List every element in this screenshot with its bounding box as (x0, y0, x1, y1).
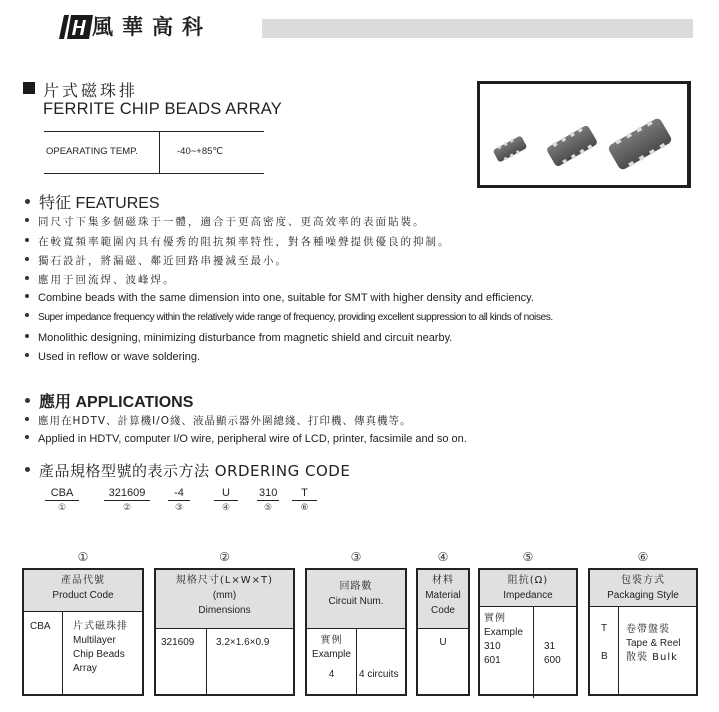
code-text: -4 (168, 487, 190, 501)
box-number: ⑤ (522, 550, 534, 564)
feature-text: 在較寬頻率範圍內具有優秀的阻抗頻率特性，對各種噪聲提供優良的抑制。 (38, 236, 451, 248)
desc-2: 散裝 Bulk (626, 652, 678, 663)
operating-temp-table (44, 131, 264, 174)
chip-small (492, 134, 528, 163)
bullet-icon (25, 467, 30, 472)
code-1: 310 (484, 641, 501, 652)
feature-text: 應用于回流焊、波峰焊。 (38, 274, 176, 286)
operating-temp-value: -40~+85℃ (177, 146, 224, 157)
application-text: 應用在HDTV、計算機I/O綫、液晶顯示器外圍總綫、打印機、傳真機等。 (38, 415, 412, 427)
header-zh: 阻抗(Ω) (507, 575, 549, 586)
desc-1-zh: 卷帶盤裝 (626, 624, 670, 635)
code-number: ⑤ (263, 503, 273, 513)
code-number: ④ (221, 503, 231, 513)
code-segment (214, 487, 238, 513)
operating-temp-label: OPEARATING TEMP. (46, 146, 138, 157)
chip-beads-array-photo (480, 84, 687, 185)
desc-en-1: Multilayer (73, 635, 116, 646)
header-zh: 材料 (432, 575, 454, 586)
value-2: 600 (544, 655, 561, 666)
feature-text: 同尺寸下集多個磁珠于一體，適合于更高密度、更高效率的表面貼裝。 (38, 216, 426, 228)
feature-item (25, 234, 451, 249)
bullet-icon (25, 238, 29, 242)
brand-name: 風華高科 (92, 15, 212, 39)
bullet-icon (25, 435, 29, 439)
bullet-icon (25, 199, 30, 204)
impedance-box (478, 568, 578, 696)
example-zh: 實例 (320, 635, 343, 646)
box-header (590, 570, 696, 607)
dimension-value: 3.2×1.6×0.9 (216, 637, 270, 648)
feature-item (25, 272, 176, 287)
code-value: U (439, 637, 447, 648)
feature-text: Monolithic designing, minimizing disturbance from magnetic shield and circuit nearby. (38, 332, 453, 344)
feature-text: 獨石設計，將漏磁、鄰近回路串擾減至最小。 (38, 255, 288, 267)
circuit-value: 4 circuits (359, 669, 399, 680)
box-number: ③ (350, 550, 362, 564)
desc-en-3: Array (73, 663, 97, 674)
code-value: CBA (30, 621, 51, 632)
bullet-icon (25, 353, 29, 357)
box-number: ① (77, 550, 89, 564)
box-header (307, 570, 405, 629)
divider (618, 607, 619, 694)
header-en: Packaging Style (607, 590, 679, 601)
example-cell (307, 634, 356, 682)
application-text: Applied in HDTV, computer I/O wire, peripheral wire of LCD, printer, facsimile and so on. (38, 433, 467, 445)
code-1: T (601, 623, 608, 634)
example-cell (484, 612, 523, 668)
packaging-box (588, 568, 698, 696)
circuit-num-box (305, 568, 407, 696)
code-segment (257, 487, 279, 513)
header-1: 規格尺寸(L×W×T) (175, 575, 274, 586)
header-en: Circuit Num. (328, 596, 384, 607)
feature-item (25, 351, 200, 363)
bullet-icon (25, 294, 29, 298)
bullet-icon (25, 218, 29, 222)
desc-en-2: Chip Beads (73, 649, 125, 660)
title-square-icon (23, 82, 35, 94)
application-item (25, 413, 411, 428)
bullet-icon (25, 313, 29, 317)
feature-text: Super impedance frequency within the relatively wide range of frequency, providing excellent suppression to all kinds of noises. (38, 312, 553, 323)
application-item (25, 433, 467, 445)
applications-heading-en: APPLICATIONS (75, 394, 194, 411)
code-2: 601 (484, 655, 501, 666)
box-number: ② (219, 550, 230, 564)
dimensions-box (154, 568, 295, 696)
code-text: T (292, 487, 317, 501)
box-number: ④ (437, 550, 449, 564)
ordering-heading (25, 460, 350, 481)
bullet-icon (25, 417, 29, 421)
code-number: ① (57, 503, 67, 513)
features-heading (25, 190, 160, 213)
header-zh: 回路數 (339, 581, 373, 592)
header-3: Dimensions (198, 605, 251, 616)
code-segment (168, 487, 190, 513)
applications-heading (25, 389, 193, 412)
feature-item (25, 214, 426, 229)
divider (356, 629, 357, 694)
code-segment (104, 487, 150, 513)
box-header (24, 570, 142, 612)
code-text: U (214, 487, 238, 501)
code-segment (292, 487, 317, 513)
code-value: 4 (328, 669, 335, 680)
code-segment (45, 487, 79, 513)
desc-1-en: Tape & Reel (626, 638, 681, 649)
box-header (418, 570, 468, 629)
ordering-heading-text: 產品規格型號的表示方法 ORDERING CODE (39, 462, 351, 480)
code-number: ③ (174, 503, 184, 513)
bullet-icon (25, 257, 29, 261)
example-en: Example (312, 649, 351, 660)
desc-zh: 片式磁珠排 (73, 621, 128, 632)
example-zh: 實例 (484, 613, 506, 624)
bullet-icon (25, 276, 29, 280)
code-number: ⑥ (300, 503, 309, 513)
feature-text: Used in reflow or wave soldering. (38, 351, 201, 363)
box-header (156, 570, 293, 629)
header-bar (262, 19, 693, 38)
example-en: Example (484, 627, 523, 638)
feature-text: Combine beads with the same dimension into one, suitable for SMT with higher density and efficiency. (38, 292, 534, 304)
feature-item (25, 312, 553, 323)
applications-heading-zh: 應用 (39, 392, 72, 411)
header-en-1: Material (425, 590, 461, 601)
header-zh: 包裝方式 (621, 575, 665, 586)
header-en-2: Code (431, 605, 455, 616)
code-text: 310 (259, 487, 278, 499)
header-2: (mm) (212, 590, 237, 601)
product-title-zh: 片式磁珠排 (43, 81, 139, 100)
bullet-icon (25, 398, 30, 403)
chip-large (607, 116, 674, 172)
header-en: Impedance (503, 590, 553, 601)
divider (159, 132, 160, 173)
code-description (73, 620, 128, 676)
divider (533, 607, 534, 698)
desc-cell (626, 623, 680, 665)
code-value: 321609 (161, 637, 195, 648)
features-heading-text: 特征 FEATURES (39, 195, 160, 212)
value-cell (544, 640, 561, 668)
box-number: ⑥ (637, 550, 649, 564)
divider (206, 629, 207, 694)
feature-item (25, 253, 288, 268)
code-2: B (601, 651, 608, 662)
header-zh: 產品代號 (61, 575, 105, 586)
box-header (480, 570, 576, 607)
code-text: CBA (45, 487, 79, 501)
material-box (416, 568, 470, 696)
product-title-en: FERRITE CHIP BEADS ARRAY (43, 100, 282, 118)
product-photo (477, 81, 691, 188)
value-1: 31 (544, 641, 556, 652)
product-code-box (22, 568, 144, 696)
header-en: Product Code (52, 590, 114, 601)
fh-logo-icon (58, 14, 94, 40)
feature-item (25, 292, 534, 304)
divider (62, 612, 63, 694)
chip-medium (545, 124, 599, 169)
code-text: 321609 (104, 487, 150, 501)
feature-item (25, 332, 452, 344)
bullet-icon (25, 334, 29, 338)
code-number: ② (122, 503, 132, 513)
